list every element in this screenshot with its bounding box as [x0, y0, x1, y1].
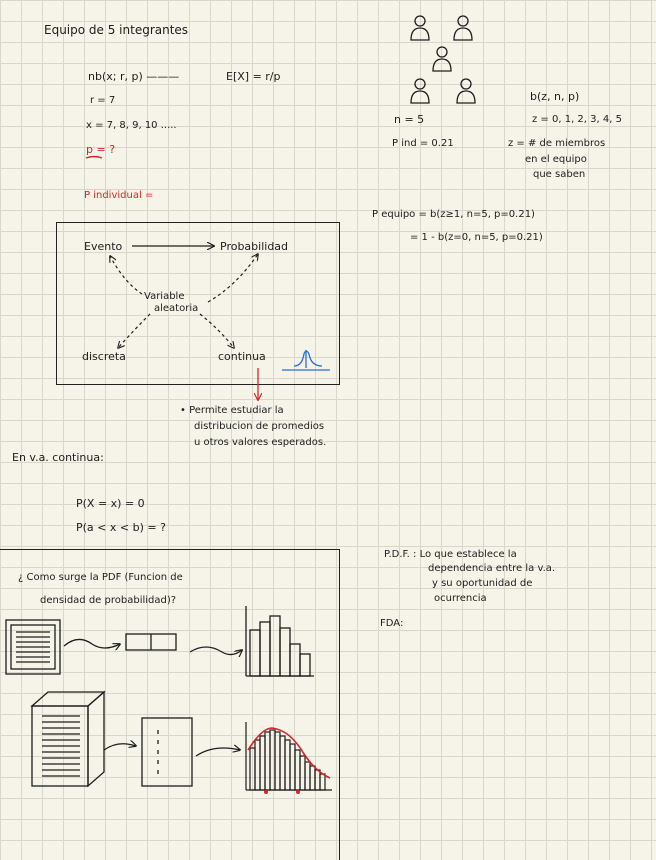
- note-line-3: u otros valores esperados.: [194, 437, 327, 448]
- person-icon-group: [411, 16, 475, 103]
- x-values: x = 7, 8, 9, 10 .....: [86, 120, 177, 131]
- nb-formula: nb(x; r, p) ———: [88, 70, 180, 83]
- flow-arrow: [64, 639, 120, 648]
- fda-label: FDA:: [380, 618, 404, 629]
- histogram-icon: [246, 606, 314, 676]
- red-underline: [86, 157, 102, 159]
- z-definition-2: en el equipo: [525, 154, 587, 165]
- flow-arrow: [190, 647, 242, 655]
- p-equipo-1: P equipo = b(z≥1, n=5, p=0.21): [372, 209, 535, 220]
- binomial-notation: b(z, n, p): [530, 90, 580, 103]
- flow-arrow: [196, 748, 240, 756]
- eq-interval-probability: P(a < x < b) = ?: [76, 521, 166, 534]
- pdf-definition-2: dependencia entre la v.a.: [428, 563, 556, 574]
- person-icon: [457, 79, 475, 103]
- aleatoria-label: aleatoria: [154, 303, 199, 314]
- bell-curve-icon: [282, 350, 330, 370]
- interval-bar: [126, 634, 176, 650]
- pdf-question-1: ¿ Como surge la PDF (Funcion de: [18, 572, 183, 583]
- person-icon: [433, 47, 451, 71]
- probabilidad-label: Probabilidad: [220, 240, 289, 253]
- z-values: z = 0, 1, 2, 3, 4, 5: [532, 114, 622, 125]
- dense-interval-panel: [142, 718, 192, 786]
- continua-label: continua: [218, 350, 266, 363]
- person-icon: [454, 16, 472, 40]
- pdf-definition-1: P.D.F. : Lo que establece la: [384, 549, 517, 560]
- pdf-definition-3: y su oportunidad de: [432, 578, 533, 589]
- expectation-formula: E[X] = r/p: [226, 70, 281, 83]
- continuous-header: En v.a. continua:: [12, 451, 104, 464]
- person-icon: [411, 79, 429, 103]
- interval-marker-a: [264, 790, 268, 794]
- discreta-label: discreta: [82, 350, 126, 363]
- evento-label: Evento: [84, 240, 123, 253]
- fine-histogram-icon: [246, 722, 332, 790]
- pdf-question-2: densidad de probabilidad)?: [40, 595, 177, 606]
- eq-point-probability: P(X = x) = 0: [76, 497, 145, 510]
- variable-to-discreta-arrow: [118, 314, 150, 348]
- z-definition-1: z = # de miembros: [508, 138, 606, 149]
- note-line-2: distribucion de promedios: [194, 421, 325, 432]
- p-ind-value: P ind = 0.21: [392, 138, 454, 149]
- pdf-definition-4: ocurrencia: [434, 593, 487, 604]
- p-individual: P individual =: [84, 190, 154, 201]
- note-line-1: • Permite estudiar la: [180, 405, 284, 416]
- variable-to-evento-arrow: [110, 256, 142, 294]
- variable-label: Variable: [144, 291, 185, 302]
- p-question: p = ?: [86, 143, 116, 156]
- variable-to-probabilidad-arrow: [208, 254, 258, 302]
- document-stack-icon: [32, 692, 104, 786]
- interval-marker-b: [296, 790, 300, 794]
- p-equipo-2: = 1 - b(z=0, n=5, p=0.21): [410, 232, 543, 243]
- z-definition-3: que saben: [533, 169, 586, 180]
- title: Equipo de 5 integrantes: [44, 23, 189, 37]
- r-value: r = 7: [90, 95, 116, 106]
- document-icon: [6, 620, 60, 674]
- flow-arrow: [104, 744, 136, 750]
- n-value: n = 5: [394, 113, 425, 126]
- person-icon: [411, 16, 429, 40]
- variable-to-continua-arrow: [200, 314, 234, 348]
